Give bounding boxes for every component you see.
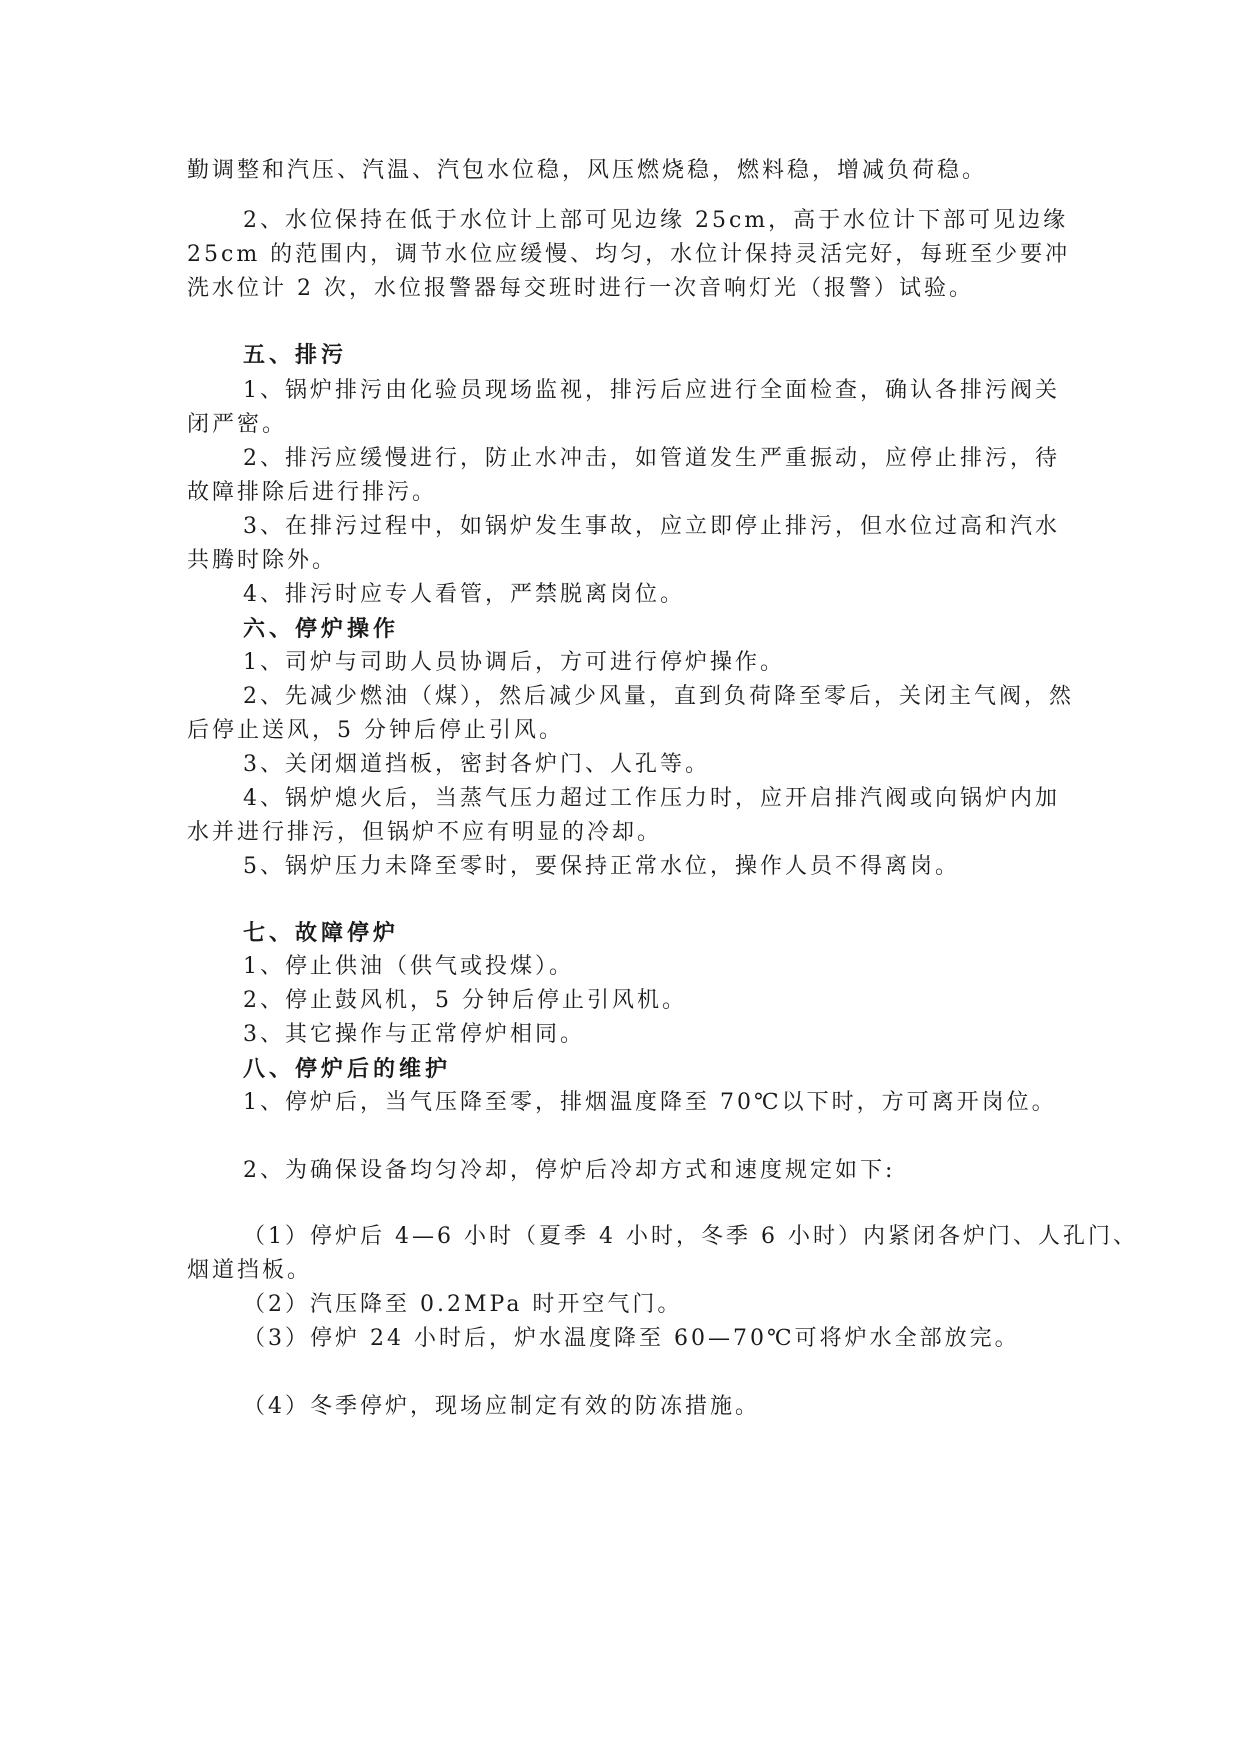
paragraph-line: 2、为确保设备均匀冷却，停炉后冷却方式和速度规定如下: <box>243 1158 896 1183</box>
paragraph-line: （4）冬季停炉，现场应制定有效的防冻措施。 <box>243 1394 760 1419</box>
paragraph-line: 闭严密。 <box>187 412 288 437</box>
paragraph-line: 2、先减少燃油（煤），然后减少风量，直到负荷降至零后，关闭主气阀，然 <box>243 684 1074 709</box>
paragraph-line: （1）停炉后 4—6 小时（夏季 4 小时，冬季 6 小时）内紧闭各炉门、人孔门、 <box>243 1224 1138 1249</box>
paragraph-line: 1、停止供油（供气或投煤）。 <box>243 954 574 979</box>
paragraph-line: 25cm 的范围内，调节水位应缓慢、均匀，水位计保持灵活完好，每班至少要冲 <box>187 242 1071 267</box>
section-heading: 八、停炉后的维护 <box>243 1056 452 1082</box>
paragraph-line: 洗水位计 2 次，水位报警器每交班时进行一次音响灯光（报警）试验。 <box>187 276 974 301</box>
paragraph-line: 3、关闭烟道挡板，密封各炉门、人孔等。 <box>243 752 710 777</box>
paragraph-line: 3、其它操作与正常停炉相同。 <box>243 1022 585 1047</box>
paragraph-line: （2）汽压降至 0.2MPa 时开空气门。 <box>243 1292 683 1317</box>
paragraph-line: 2、水位保持在低于水位计上部可见边缘 25cm，高于水位计下部可见边缘 <box>243 208 1069 233</box>
paragraph-line: 4、排污时应专人看管，严禁脱离岗位。 <box>243 582 685 607</box>
paragraph-line: 3、在排污过程中，如锅炉发生事故，应立即停止排污，但水位过高和汽水 <box>243 514 1060 539</box>
section-heading: 六、停炉操作 <box>243 616 400 642</box>
paragraph-line: 故障排除后进行排污。 <box>187 480 438 505</box>
paragraph-line: 共腾时除外。 <box>187 548 338 573</box>
section-heading: 七、故障停炉 <box>243 920 400 946</box>
paragraph-line: 1、司炉与司助人员协调后，方可进行停炉操作。 <box>243 650 785 675</box>
paragraph-line: 1、停炉后，当气压降至零，排烟温度降至 70℃以下时，方可离开岗位。 <box>243 1090 1057 1115</box>
paragraph-line: 2、停止鼓风机，5 分钟后停止引风机。 <box>243 988 687 1013</box>
section-heading: 五、排污 <box>243 342 348 368</box>
paragraph-line: 烟道挡板。 <box>187 1258 313 1283</box>
paragraph-line: 1、锅炉排污由化验员现场监视，排污后应进行全面检查，确认各排污阀关 <box>243 378 1060 403</box>
paragraph-line: 后停止送风，5 分钟后停止引风。 <box>187 718 564 743</box>
paragraph-line: 勤调整和汽压、汽温、汽包水位稳，风压燃烧稳，燃料稳，增减负荷稳。 <box>187 158 988 183</box>
paragraph-line: 2、排污应缓慢进行，防止水冲击，如管道发生严重振动，应停止排污，待 <box>243 446 1060 471</box>
paragraph-line: 水并进行排污，但锅炉不应有明显的冷却。 <box>187 820 663 845</box>
paragraph-line: 5、锅炉压力未降至零时，要保持正常水位，操作人员不得离岗。 <box>243 854 960 879</box>
paragraph-line: （3）停炉 24 小时后，炉水温度降至 60—70℃可将炉水全部放完。 <box>243 1326 1020 1351</box>
paragraph-line: 4、锅炉熄火后，当蒸气压力超过工作压力时，应开启排汽阀或向锅炉内加 <box>243 786 1060 811</box>
